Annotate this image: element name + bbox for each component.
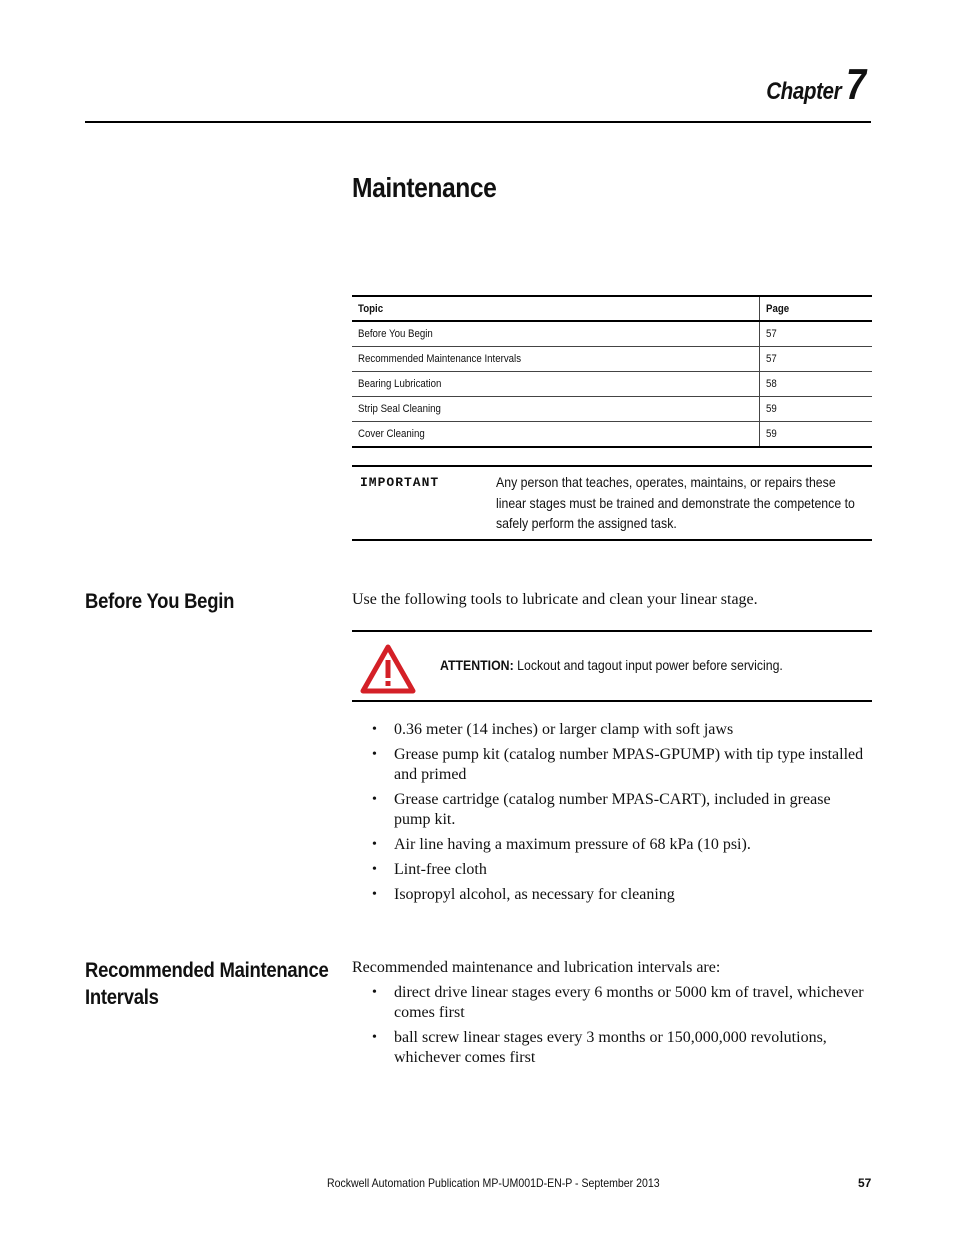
topic-cell: Strip Seal Cleaning	[352, 397, 760, 422]
table-row[interactable]	[352, 321, 872, 347]
attention-label: ATTENTION:	[440, 657, 514, 673]
chapter-label: Chapter	[766, 78, 842, 105]
table-row[interactable]	[352, 347, 872, 372]
section-title-before-you-begin: Before You Begin	[85, 590, 235, 613]
page-cell: 58	[760, 372, 873, 397]
table-row[interactable]	[352, 372, 872, 397]
intervals-list	[370, 983, 870, 1073]
table-header-row	[352, 296, 872, 321]
chapter-rule	[85, 121, 871, 123]
section-title-recommended-intervals	[85, 957, 328, 1011]
list-item: • Grease pump kit (catalog number MPAS-GPUMP) with tip type installed and primed	[370, 745, 870, 785]
footer-page-number: 57	[858, 1176, 872, 1190]
before-you-begin-intro: Use the following tools to lubricate and clean your linear stage.	[352, 591, 758, 608]
page-cell: 57	[760, 321, 873, 347]
section-title-line: Intervals	[85, 986, 159, 1009]
topic-cell: Bearing Lubrication	[352, 372, 760, 397]
list-item: • Isopropyl alcohol, as necessary for cleaning	[370, 885, 870, 905]
topic-cell: Recommended Maintenance Intervals	[352, 347, 760, 372]
page-title: Maintenance	[352, 172, 497, 203]
list-item: • 0.36 meter (14 inches) or larger clamp with soft jaws	[370, 720, 870, 740]
list-item: • direct drive linear stages every 6 months or 5000 km of travel, whichever comes first	[370, 983, 870, 1023]
page-cell: 59	[760, 397, 873, 422]
list-item: • Lint-free cloth	[370, 860, 870, 880]
section-title-line: Recommended Maintenance	[85, 959, 329, 982]
chapter-heading	[754, 60, 870, 110]
table-header-page: Page	[760, 296, 873, 321]
footer-publication: Rockwell Automation Publication MP-UM001D-EN-P - September 2013	[327, 1176, 660, 1190]
warning-icon	[360, 644, 416, 694]
tools-list	[370, 720, 870, 910]
list-item: • Air line having a maximum pressure of 68 kPa (10 psi).	[370, 835, 870, 855]
table-header-topic: Topic	[352, 296, 760, 321]
table-row[interactable]	[352, 422, 872, 448]
attention-text	[440, 657, 830, 673]
list-item: • Grease cartridge (catalog number MPAS-CART), included in grease pump kit.	[370, 790, 870, 830]
topic-cell: Cover Cleaning	[352, 422, 760, 448]
page-cell: 57	[760, 347, 873, 372]
important-notice	[352, 465, 872, 541]
topics-table	[352, 295, 872, 448]
page-cell: 59	[760, 422, 873, 448]
attention-notice	[352, 630, 872, 702]
important-text: Any person that teaches, operates, maintains, or repairs these linear stages must be trained and demonstrate the competence to safely perform the assigned task.	[496, 474, 855, 531]
recommended-intervals-intro: Recommended maintenance and lubrication intervals are:	[352, 959, 721, 976]
topic-cell: Before You Begin	[352, 321, 760, 347]
important-label: IMPORTANT	[360, 475, 440, 490]
chapter-number: 7	[845, 60, 866, 109]
table-row[interactable]	[352, 397, 872, 422]
attention-message: Lockout and tagout input power before servicing.	[513, 657, 783, 673]
list-item: • ball screw linear stages every 3 months or 150,000,000 revolutions, whichever comes first	[370, 1028, 870, 1068]
